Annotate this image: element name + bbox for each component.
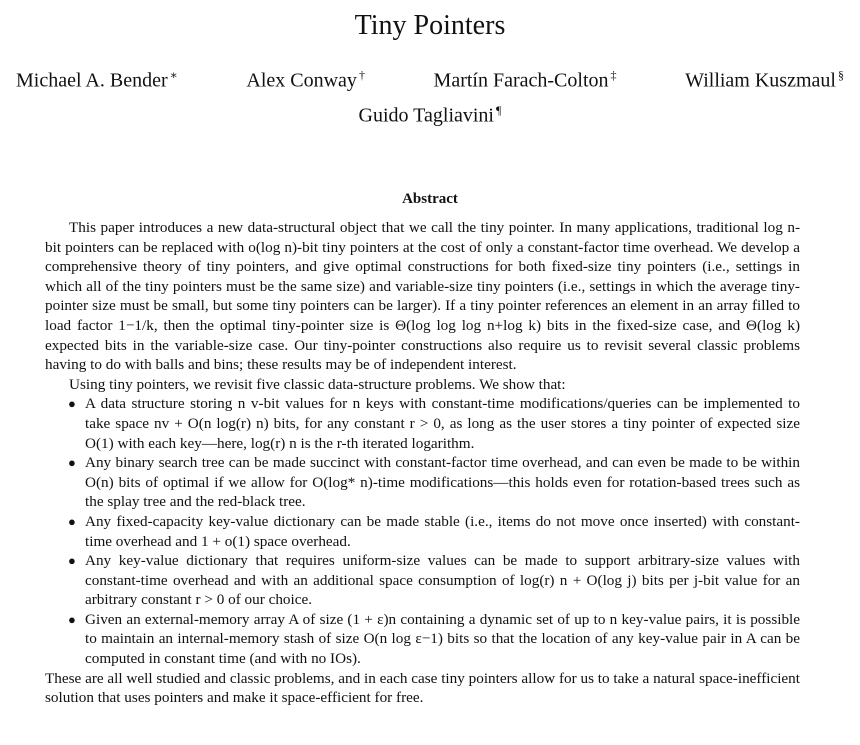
abstract-paragraph-3: These are all well studied and classic problems, and in each case tiny pointers allow for us to take a natural space-inefficient solution that uses pointers and make it space-efficient for free. [45,669,800,707]
list-item-text: Given an external-memory array A of size (1 + ε)n containing a dynamic set of up to n key-value pairs, it is possible to maintain an internal-memory stash of size O(n log ε−1) bits so that the location of any key-value pair in A can be computed in constant time (and with no IOs). [85,610,800,668]
author-mark: ¶ [496,102,502,117]
list-item [68,453,800,512]
author-name: William Kuszmaul [685,69,836,92]
abstract-heading: Abstract [402,191,458,207]
bullet-icon: ● [68,396,76,412]
list-item [68,512,800,551]
abstract-body [45,218,800,708]
list-item [68,610,800,669]
list-item [68,394,800,453]
author-name: Guido Tagliavini [358,104,494,127]
author-3 [434,68,617,93]
author-row-1 [0,68,860,93]
bullet-icon: ● [68,611,76,627]
author-5 [359,103,502,128]
list-item-text: A data structure storing n v-bit values for n keys with constant-time modifications/queries can be implemented to take space nv + O(n log(r) n) bits, for any constant r > 0, as long as the user stores a tiny pointer of expected size O(1) with each key—here, log(r) n is the r-th iterated logarithm. [85,395,800,452]
author-mark: ∗ [169,68,178,82]
author-1 [16,68,178,93]
author-name: Michael A. Bender [16,69,168,92]
bullet-icon: ● [68,455,76,471]
author-4 [685,68,844,93]
author-row-2 [0,103,860,128]
list-item [68,551,800,610]
author-name: Alex Conway [246,69,357,92]
paper-title: Tiny Pointers [354,10,506,41]
results-list [45,394,800,668]
abstract-paragraph-2: Using tiny pointers, we revisit five classic data-structure problems. We show that: [69,375,566,393]
author-mark: § [837,68,844,82]
author-2 [246,68,365,93]
list-item-text: Any binary search tree can be made succinct with constant-factor time overhead, and can even be made to be within O(n) bits of optimal if we allow for O(log* n)-time modifications—this holds even for rotation-based trees such as the splay tree and the red-black tree. [85,454,800,511]
author-mark: † [358,68,365,82]
author-name: Martín Farach-Colton [433,69,609,92]
bullet-icon: ● [68,513,76,529]
abstract-paragraph-1: This paper introduces a new data-structural object that we call the tiny pointer. In many applications, traditional log n-bit pointers can be replaced with o(log n)-bit tiny pointers at the cost of only a constant-factor time overhead. We develop a comprehensive theory of tiny pointers, and give optimal constructions for both fixed-size tiny pointers (i.e., settings in which all of the tiny pointers must be the same size) and variable-size tiny pointers (i.e., settings in which the average tiny-pointer size must be small, but some tiny pointers can be larger). If a tiny pointer references an element in an array filled to load factor 1−1/k, then the optimal tiny-pointer size is Θ(log log log n+log k) bits in the fixed-size case, and Θ(log k) expected bits in the variable-size case. Our tiny-pointer constructions also require us to revisit several classic problems having to do with balls and bins; these results may be of independent interest. [45,219,800,374]
author-list [0,68,860,127]
list-item-text: Any key-value dictionary that requires uniform-size values can be made to support arbitrary-size values with constant-time overhead and with an additional space consumption of log(r) n + O(log j) bits per j-bit value for an arbitrary constant r > 0 of our choice. [85,552,800,609]
author-mark: ‡ [610,68,617,82]
list-item-text: Any fixed-capacity key-value dictionary can be made stable (i.e., items do not move once inserted) with constant-time overhead and 1 + o(1) space overhead. [85,512,800,550]
bullet-icon: ● [68,553,76,569]
